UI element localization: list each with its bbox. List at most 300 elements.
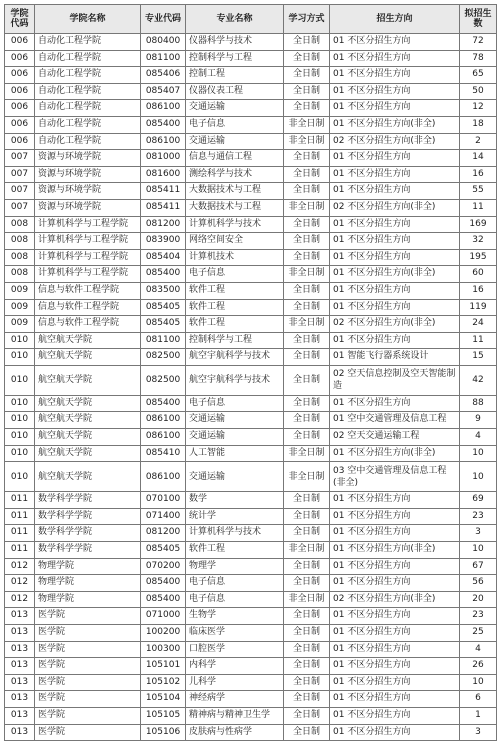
cell-direction: 02 不区分招生方向(非全) <box>330 199 460 216</box>
table-row <box>5 100 497 117</box>
cell-major-code: 100300 <box>141 641 186 658</box>
cell-college-name: 自动化工程学院 <box>35 50 141 67</box>
cell-college-code: 006 <box>5 133 35 150</box>
cell-college-code: 006 <box>5 67 35 84</box>
cell-major-name: 交通运输 <box>186 462 284 492</box>
table-row <box>5 445 497 462</box>
cell-study-mode: 全日制 <box>284 658 330 675</box>
cell-quota: 55 <box>460 183 497 200</box>
cell-quota: 50 <box>460 83 497 100</box>
cell-major-code: 086100 <box>141 133 186 150</box>
cell-college-name: 资源与环境学院 <box>35 166 141 183</box>
cell-college-code: 010 <box>5 429 35 446</box>
table-row <box>5 462 497 492</box>
cell-college-name: 航空航天学院 <box>35 412 141 429</box>
cell-study-mode: 全日制 <box>284 608 330 625</box>
cell-major-name: 大数据技术与工程 <box>186 199 284 216</box>
cell-college-code: 013 <box>5 674 35 691</box>
cell-college-name: 航空航天学院 <box>35 429 141 446</box>
cell-college-name: 资源与环境学院 <box>35 183 141 200</box>
cell-study-mode: 全日制 <box>284 83 330 100</box>
cell-quota: 20 <box>460 591 497 608</box>
table-row <box>5 83 497 100</box>
cell-college-code: 011 <box>5 542 35 559</box>
cell-major-name: 内科学 <box>186 658 284 675</box>
cell-college-name: 计算机科学与工程学院 <box>35 266 141 283</box>
cell-direction: 01 不区分招生方向 <box>330 658 460 675</box>
cell-major-name: 精神病与精神卫生学 <box>186 707 284 724</box>
cell-major-name: 控制科学与工程 <box>186 50 284 67</box>
table-row <box>5 150 497 167</box>
admissions-table-container <box>4 4 496 741</box>
cell-college-code: 006 <box>5 50 35 67</box>
cell-direction: 02 不区分招生方向(非全) <box>330 591 460 608</box>
cell-college-code: 013 <box>5 658 35 675</box>
table-row <box>5 116 497 133</box>
cell-study-mode: 全日制 <box>284 233 330 250</box>
cell-direction: 01 不区分招生方向(非全) <box>330 542 460 559</box>
cell-quota: 10 <box>460 462 497 492</box>
cell-quota: 26 <box>460 658 497 675</box>
cell-direction: 01 不区分招生方向(非全) <box>330 445 460 462</box>
table-row <box>5 508 497 525</box>
cell-major-name: 电子信息 <box>186 266 284 283</box>
cell-major-name: 电子信息 <box>186 116 284 133</box>
cell-quota: 10 <box>460 445 497 462</box>
cell-study-mode: 全日制 <box>284 332 330 349</box>
cell-quota: 2 <box>460 133 497 150</box>
cell-college-code: 010 <box>5 349 35 366</box>
cell-college-name: 自动化工程学院 <box>35 100 141 117</box>
cell-college-name: 数学科学学院 <box>35 492 141 509</box>
cell-major-code: 105105 <box>141 707 186 724</box>
cell-college-code: 009 <box>5 282 35 299</box>
cell-major-name: 交通运输 <box>186 429 284 446</box>
cell-study-mode: 全日制 <box>284 674 330 691</box>
cell-study-mode: 全日制 <box>284 150 330 167</box>
cell-direction: 01 不区分招生方向(非全) <box>330 116 460 133</box>
cell-major-code: 105104 <box>141 691 186 708</box>
cell-study-mode: 全日制 <box>284 707 330 724</box>
cell-direction: 01 不区分招生方向 <box>330 395 460 412</box>
cell-major-code: 081100 <box>141 332 186 349</box>
cell-quota: 195 <box>460 249 497 266</box>
cell-direction: 01 不区分招生方向 <box>330 233 460 250</box>
cell-quota: 25 <box>460 625 497 642</box>
cell-direction: 01 不区分招生方向 <box>330 166 460 183</box>
cell-study-mode: 全日制 <box>284 67 330 84</box>
cell-study-mode: 非全日制 <box>284 266 330 283</box>
cell-college-code: 010 <box>5 395 35 412</box>
cell-college-code: 010 <box>5 462 35 492</box>
cell-quota: 15 <box>460 349 497 366</box>
cell-college-code: 010 <box>5 445 35 462</box>
cell-college-name: 航空航天学院 <box>35 349 141 366</box>
cell-quota: 60 <box>460 266 497 283</box>
cell-college-name: 信息与软件工程学院 <box>35 299 141 316</box>
cell-direction: 01 不区分招生方向 <box>330 508 460 525</box>
cell-college-code: 013 <box>5 641 35 658</box>
cell-major-name: 软件工程 <box>186 316 284 333</box>
cell-quota: 23 <box>460 508 497 525</box>
cell-direction: 02 不区分招生方向(非全) <box>330 316 460 333</box>
cell-major-code: 086100 <box>141 462 186 492</box>
cell-major-name: 皮肤病与性病学 <box>186 724 284 741</box>
table-row <box>5 299 497 316</box>
cell-direction: 01 不区分招生方向 <box>330 67 460 84</box>
cell-direction: 01 不区分招生方向 <box>330 249 460 266</box>
cell-college-code: 008 <box>5 266 35 283</box>
cell-major-code: 085410 <box>141 445 186 462</box>
cell-major-name: 人工智能 <box>186 445 284 462</box>
cell-college-name: 物理学院 <box>35 591 141 608</box>
cell-college-name: 计算机科学与工程学院 <box>35 233 141 250</box>
table-row <box>5 525 497 542</box>
cell-quota: 16 <box>460 166 497 183</box>
cell-study-mode: 全日制 <box>284 625 330 642</box>
cell-major-name: 计算机科学与技术 <box>186 525 284 542</box>
cell-quota: 24 <box>460 316 497 333</box>
cell-quota: 56 <box>460 575 497 592</box>
cell-direction: 01 智能飞行器系统设计 <box>330 349 460 366</box>
cell-study-mode: 全日制 <box>284 50 330 67</box>
cell-quota: 1 <box>460 707 497 724</box>
cell-quota: 12 <box>460 100 497 117</box>
cell-study-mode: 全日制 <box>284 525 330 542</box>
cell-study-mode: 非全日制 <box>284 133 330 150</box>
cell-major-code: 085404 <box>141 249 186 266</box>
cell-quota: 10 <box>460 542 497 559</box>
cell-college-code: 013 <box>5 608 35 625</box>
header-direction: 招生方向 <box>330 5 460 34</box>
cell-study-mode: 全日制 <box>284 558 330 575</box>
cell-major-name: 网络空间安全 <box>186 233 284 250</box>
cell-major-name: 交通运输 <box>186 100 284 117</box>
cell-direction: 01 不区分招生方向 <box>330 575 460 592</box>
cell-major-code: 082500 <box>141 365 186 395</box>
cell-quota: 4 <box>460 641 497 658</box>
cell-college-name: 自动化工程学院 <box>35 83 141 100</box>
cell-direction: 01 不区分招生方向 <box>330 183 460 200</box>
cell-quota: 11 <box>460 332 497 349</box>
cell-quota: 18 <box>460 116 497 133</box>
table-row <box>5 282 497 299</box>
cell-major-code: 085400 <box>141 116 186 133</box>
cell-major-name: 航空宇航科学与技术 <box>186 349 284 366</box>
cell-major-code: 105102 <box>141 674 186 691</box>
cell-major-name: 大数据技术与工程 <box>186 183 284 200</box>
table-row <box>5 316 497 333</box>
cell-major-name: 软件工程 <box>186 542 284 559</box>
header-college-code: 学院代码 <box>5 5 35 34</box>
cell-major-code: 085405 <box>141 542 186 559</box>
cell-study-mode: 非全日制 <box>284 199 330 216</box>
cell-study-mode: 全日制 <box>284 575 330 592</box>
cell-college-code: 008 <box>5 249 35 266</box>
cell-college-name: 计算机科学与工程学院 <box>35 216 141 233</box>
cell-college-code: 007 <box>5 166 35 183</box>
cell-direction: 01 空中交通管理及信息工程 <box>330 412 460 429</box>
cell-quota: 42 <box>460 365 497 395</box>
cell-major-name: 航空宇航科学与技术 <box>186 365 284 395</box>
cell-major-name: 软件工程 <box>186 282 284 299</box>
cell-quota: 23 <box>460 608 497 625</box>
table-row <box>5 50 497 67</box>
cell-study-mode: 全日制 <box>284 365 330 395</box>
cell-college-name: 计算机科学与工程学院 <box>35 249 141 266</box>
table-row <box>5 166 497 183</box>
cell-major-name: 计算机科学与技术 <box>186 216 284 233</box>
header-study-mode: 学习方式 <box>284 5 330 34</box>
cell-major-code: 081200 <box>141 525 186 542</box>
cell-study-mode: 非全日制 <box>284 116 330 133</box>
cell-direction: 01 不区分招生方向 <box>330 641 460 658</box>
cell-study-mode: 全日制 <box>284 249 330 266</box>
cell-direction: 01 不区分招生方向 <box>330 674 460 691</box>
cell-college-code: 013 <box>5 707 35 724</box>
table-row <box>5 658 497 675</box>
cell-major-code: 085411 <box>141 183 186 200</box>
cell-college-name: 自动化工程学院 <box>35 116 141 133</box>
cell-direction: 01 不区分招生方向 <box>330 83 460 100</box>
table-row <box>5 349 497 366</box>
table-row <box>5 591 497 608</box>
cell-college-name: 数学科学学院 <box>35 542 141 559</box>
cell-study-mode: 全日制 <box>284 395 330 412</box>
cell-college-name: 航空航天学院 <box>35 462 141 492</box>
cell-major-code: 085405 <box>141 299 186 316</box>
cell-direction: 01 不区分招生方向 <box>330 525 460 542</box>
cell-direction: 01 不区分招生方向 <box>330 492 460 509</box>
cell-college-name: 医学院 <box>35 625 141 642</box>
cell-direction: 01 不区分招生方向 <box>330 625 460 642</box>
cell-major-code: 086100 <box>141 100 186 117</box>
cell-college-code: 008 <box>5 233 35 250</box>
cell-college-name: 自动化工程学院 <box>35 133 141 150</box>
cell-major-code: 082500 <box>141 349 186 366</box>
header-major-code: 专业代码 <box>141 5 186 34</box>
cell-college-name: 资源与环境学院 <box>35 199 141 216</box>
cell-college-code: 013 <box>5 691 35 708</box>
cell-major-code: 070100 <box>141 492 186 509</box>
cell-study-mode: 全日制 <box>284 299 330 316</box>
table-row <box>5 575 497 592</box>
cell-major-code: 085411 <box>141 199 186 216</box>
cell-college-code: 006 <box>5 100 35 117</box>
cell-study-mode: 全日制 <box>284 724 330 741</box>
cell-major-name: 物理学 <box>186 558 284 575</box>
cell-major-name: 交通运输 <box>186 412 284 429</box>
cell-college-code: 011 <box>5 492 35 509</box>
cell-direction: 01 不区分招生方向 <box>330 299 460 316</box>
table-row <box>5 691 497 708</box>
cell-college-name: 物理学院 <box>35 558 141 575</box>
header-row <box>5 5 497 34</box>
cell-college-name: 航空航天学院 <box>35 445 141 462</box>
header-major-name: 专业名称 <box>186 5 284 34</box>
cell-college-name: 医学院 <box>35 608 141 625</box>
cell-major-name: 计算机技术 <box>186 249 284 266</box>
cell-quota: 10 <box>460 674 497 691</box>
cell-major-code: 081100 <box>141 50 186 67</box>
table-header <box>5 5 497 34</box>
cell-direction: 01 不区分招生方向 <box>330 724 460 741</box>
cell-direction: 02 空天交通运输工程 <box>330 429 460 446</box>
cell-major-name: 软件工程 <box>186 299 284 316</box>
table-row <box>5 608 497 625</box>
cell-college-name: 自动化工程学院 <box>35 34 141 51</box>
cell-major-name: 临床医学 <box>186 625 284 642</box>
table-row <box>5 429 497 446</box>
cell-college-code: 007 <box>5 183 35 200</box>
cell-major-code: 086100 <box>141 429 186 446</box>
cell-study-mode: 非全日制 <box>284 445 330 462</box>
cell-major-name: 测绘科学与技术 <box>186 166 284 183</box>
cell-college-name: 信息与软件工程学院 <box>35 282 141 299</box>
table-row <box>5 641 497 658</box>
table-row <box>5 183 497 200</box>
cell-quota: 4 <box>460 429 497 446</box>
cell-major-code: 085400 <box>141 591 186 608</box>
cell-college-code: 009 <box>5 299 35 316</box>
cell-direction: 01 不区分招生方向 <box>330 150 460 167</box>
table-row <box>5 332 497 349</box>
cell-college-name: 自动化工程学院 <box>35 67 141 84</box>
cell-direction: 02 不区分招生方向(非全) <box>330 133 460 150</box>
cell-college-name: 医学院 <box>35 658 141 675</box>
cell-major-code: 081200 <box>141 216 186 233</box>
cell-major-code: 086100 <box>141 412 186 429</box>
table-row <box>5 492 497 509</box>
cell-major-code: 105101 <box>141 658 186 675</box>
cell-quota: 11 <box>460 199 497 216</box>
table-row <box>5 558 497 575</box>
cell-major-code: 085400 <box>141 575 186 592</box>
cell-study-mode: 全日制 <box>284 492 330 509</box>
cell-college-code: 011 <box>5 525 35 542</box>
cell-study-mode: 全日制 <box>284 100 330 117</box>
cell-quota: 65 <box>460 67 497 84</box>
cell-quota: 169 <box>460 216 497 233</box>
cell-study-mode: 全日制 <box>284 691 330 708</box>
cell-major-code: 071400 <box>141 508 186 525</box>
cell-quota: 69 <box>460 492 497 509</box>
cell-major-name: 数学 <box>186 492 284 509</box>
cell-quota: 14 <box>460 150 497 167</box>
table-row <box>5 625 497 642</box>
cell-major-name: 统计学 <box>186 508 284 525</box>
cell-college-code: 012 <box>5 591 35 608</box>
cell-major-code: 085400 <box>141 395 186 412</box>
table-row <box>5 395 497 412</box>
cell-study-mode: 非全日制 <box>284 591 330 608</box>
cell-quota: 3 <box>460 525 497 542</box>
table-row <box>5 724 497 741</box>
cell-direction: 01 不区分招生方向 <box>330 332 460 349</box>
cell-major-code: 100200 <box>141 625 186 642</box>
cell-direction: 02 空天信息控制及空天智能制造 <box>330 365 460 395</box>
cell-direction: 01 不区分招生方向 <box>330 282 460 299</box>
cell-study-mode: 全日制 <box>284 282 330 299</box>
cell-major-name: 交通运输 <box>186 133 284 150</box>
cell-major-code: 085400 <box>141 266 186 283</box>
table-row <box>5 674 497 691</box>
cell-major-code: 083500 <box>141 282 186 299</box>
cell-college-name: 资源与环境学院 <box>35 150 141 167</box>
cell-study-mode: 非全日制 <box>284 316 330 333</box>
table-row <box>5 707 497 724</box>
cell-major-name: 儿科学 <box>186 674 284 691</box>
cell-major-name: 生物学 <box>186 608 284 625</box>
table-row <box>5 67 497 84</box>
cell-college-code: 010 <box>5 332 35 349</box>
cell-college-name: 信息与软件工程学院 <box>35 316 141 333</box>
cell-quota: 6 <box>460 691 497 708</box>
cell-study-mode: 全日制 <box>284 166 330 183</box>
cell-major-name: 神经病学 <box>186 691 284 708</box>
cell-direction: 01 不区分招生方向 <box>330 558 460 575</box>
cell-quota: 88 <box>460 395 497 412</box>
cell-quota: 9 <box>460 412 497 429</box>
cell-quota: 32 <box>460 233 497 250</box>
cell-direction: 01 不区分招生方向 <box>330 50 460 67</box>
table-row <box>5 34 497 51</box>
table-row <box>5 199 497 216</box>
cell-direction: 01 不区分招生方向 <box>330 707 460 724</box>
cell-college-code: 007 <box>5 199 35 216</box>
cell-college-name: 医学院 <box>35 724 141 741</box>
cell-major-name: 控制工程 <box>186 67 284 84</box>
cell-college-code: 011 <box>5 508 35 525</box>
cell-college-code: 006 <box>5 116 35 133</box>
cell-major-code: 070200 <box>141 558 186 575</box>
cell-major-code: 081600 <box>141 166 186 183</box>
cell-major-name: 电子信息 <box>186 575 284 592</box>
cell-major-code: 085405 <box>141 316 186 333</box>
table-row <box>5 266 497 283</box>
cell-college-name: 数学科学学院 <box>35 508 141 525</box>
table-row <box>5 412 497 429</box>
cell-major-code: 081000 <box>141 150 186 167</box>
table-body <box>5 34 497 741</box>
cell-college-code: 008 <box>5 216 35 233</box>
cell-study-mode: 全日制 <box>284 412 330 429</box>
cell-quota: 3 <box>460 724 497 741</box>
cell-college-name: 数学科学学院 <box>35 525 141 542</box>
cell-college-name: 航空航天学院 <box>35 395 141 412</box>
cell-major-name: 电子信息 <box>186 591 284 608</box>
cell-college-code: 010 <box>5 365 35 395</box>
cell-study-mode: 全日制 <box>284 183 330 200</box>
cell-major-code: 085406 <box>141 67 186 84</box>
cell-college-code: 006 <box>5 83 35 100</box>
cell-college-name: 物理学院 <box>35 575 141 592</box>
cell-college-code: 012 <box>5 575 35 592</box>
cell-college-name: 医学院 <box>35 641 141 658</box>
cell-college-name: 医学院 <box>35 691 141 708</box>
header-quota: 拟招生数 <box>460 5 497 34</box>
cell-major-code: 071000 <box>141 608 186 625</box>
cell-quota: 72 <box>460 34 497 51</box>
cell-major-code: 105106 <box>141 724 186 741</box>
cell-quota: 78 <box>460 50 497 67</box>
header-college-name: 学院名称 <box>35 5 141 34</box>
cell-direction: 01 不区分招生方向(非全) <box>330 266 460 283</box>
cell-study-mode: 全日制 <box>284 508 330 525</box>
cell-college-code: 009 <box>5 316 35 333</box>
cell-study-mode: 全日制 <box>284 34 330 51</box>
cell-college-code: 013 <box>5 724 35 741</box>
